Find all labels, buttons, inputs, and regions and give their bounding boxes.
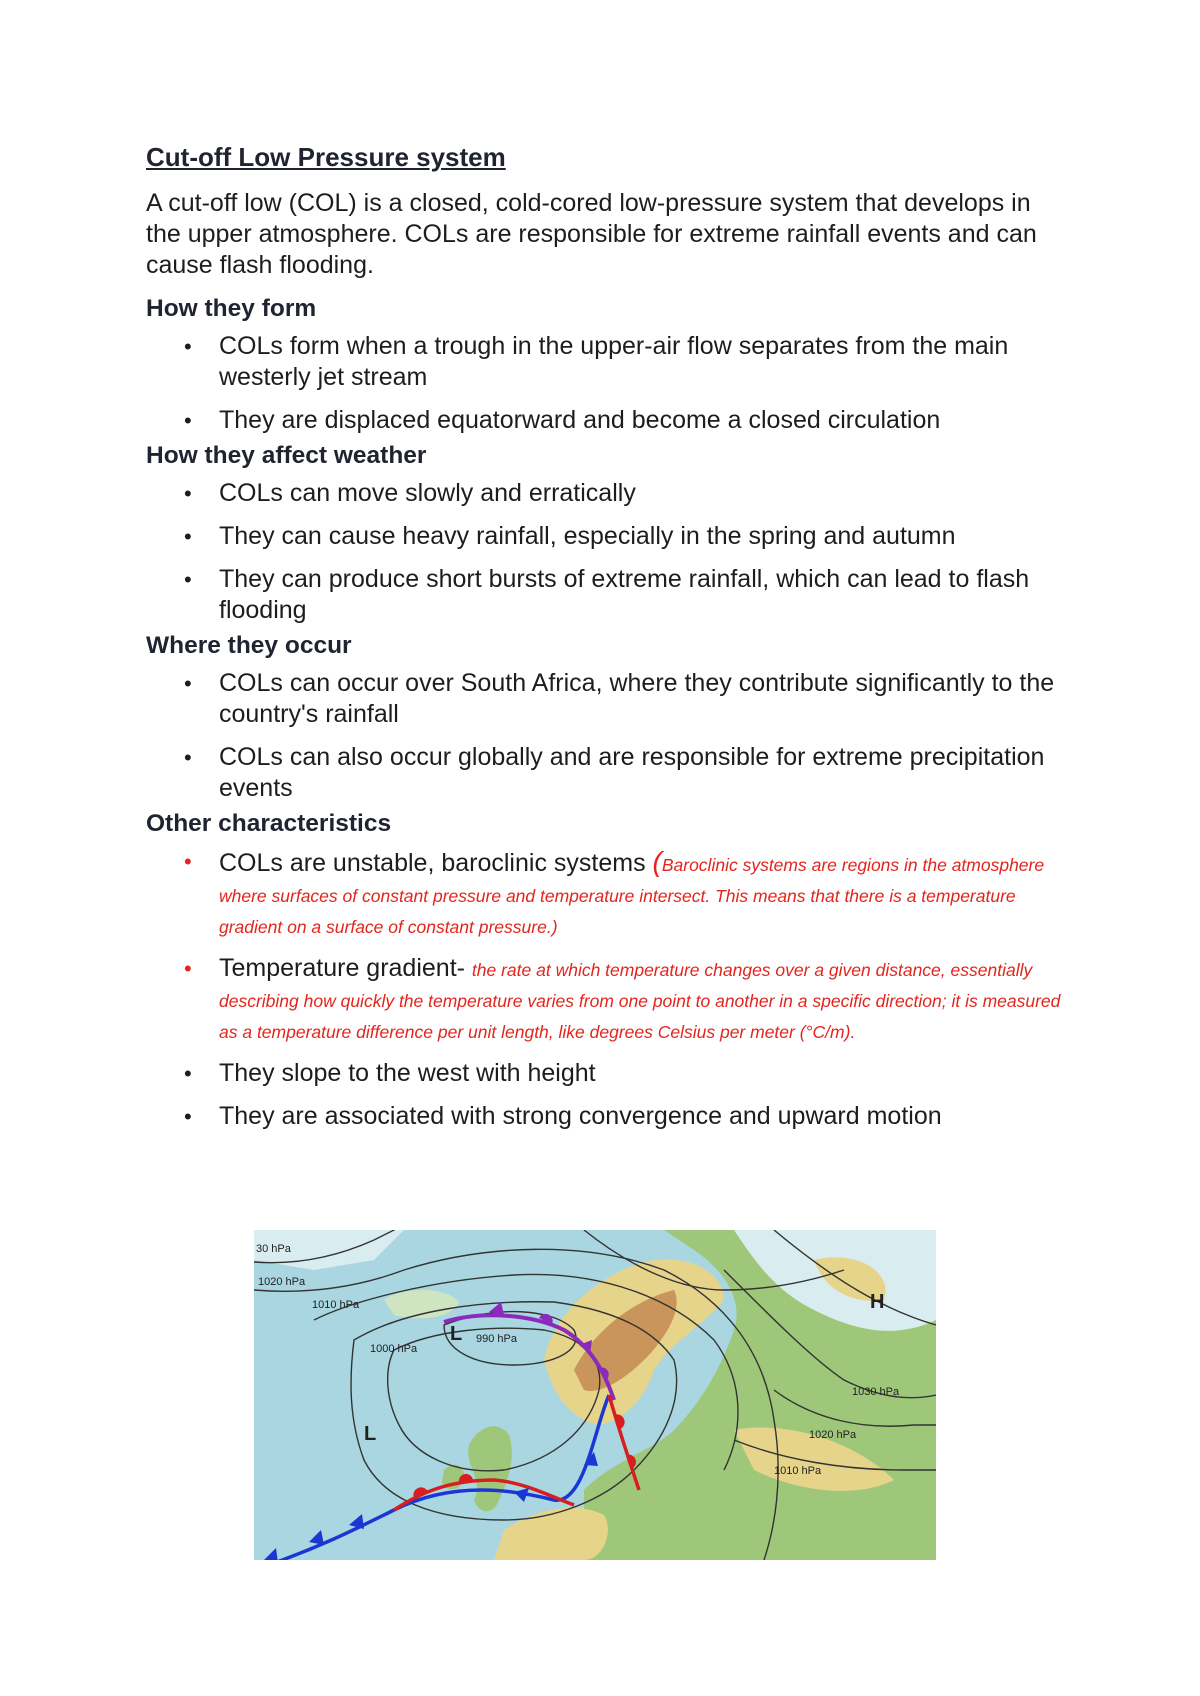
list-item: • They slope to the west with height xyxy=(184,1059,596,1087)
bullet-icon: • xyxy=(184,1104,192,1129)
bullet-icon: • xyxy=(184,334,192,359)
red-note: Baroclinic systems are regions in the atmosphere where surfaces of constant pressure and temperature intersect. This means that there is a temperature gradient on a surface of constant pressure.) xyxy=(219,855,1045,937)
bullet-icon: • xyxy=(184,745,192,770)
page-title: Cut-off Low Pressure system xyxy=(146,142,506,172)
isobar-label: 1020 hPa xyxy=(809,1429,857,1441)
high-pressure-label: H xyxy=(870,1291,885,1313)
bullet-icon: • xyxy=(184,481,192,506)
list-item: • They are associated with strong convergence and upward motion xyxy=(184,1102,942,1130)
list-item: • They can produce short bursts of extreme rainfall, which can lead to flash flooding xyxy=(184,565,1030,624)
low-pressure-label: L xyxy=(450,1323,463,1345)
intro-paragraph: A cut-off low (COL) is a closed, cold-cored low-pressure system that develops in the upper atmosphere. COLs are responsible for extreme rainfall events and can cause flash flooding. xyxy=(146,189,1037,279)
list-other xyxy=(146,846,1066,1132)
low-pressure-label: L xyxy=(364,1423,377,1445)
bullet-icon: • xyxy=(184,849,192,874)
list-item: • COLs are unstable, baroclinic systems (Baroclinic systems are regions in the atmosphere where surfaces of constant pressure and temperature intersect. This means that there is a temperature gradient on a surface of constant pressure.) xyxy=(184,846,1045,937)
isobar-label: 1010 hPa xyxy=(312,1299,360,1311)
bullet-icon: • xyxy=(184,1061,192,1086)
list-item: • COLs can also occur globally and are responsible for extreme precipitation events xyxy=(184,743,1045,802)
bullet-icon: • xyxy=(184,408,192,433)
isobar-label: 1020 hPa xyxy=(258,1276,306,1288)
isobar-label: 1000 hPa xyxy=(370,1343,418,1355)
bullet-icon: • xyxy=(184,671,192,696)
isobar-label: 1010 hPa xyxy=(774,1465,822,1477)
list-form xyxy=(146,331,1066,436)
isobar-label: 1030 hPa xyxy=(852,1386,900,1398)
list-item: • They can cause heavy rainfall, especially in the spring and autumn xyxy=(184,522,956,550)
red-note: the rate at which temperature changes over a given distance, essentially describing how quickly the temperature varies from one point to another in a specific direction; it is measured as a temperature difference per unit length, like degrees Celsius per meter (°C/m). xyxy=(219,960,1061,1042)
isobar-label: 990 hPa xyxy=(476,1333,517,1345)
section-heading-other: Other characteristics xyxy=(146,810,392,837)
isobar-label: 30 hPa xyxy=(256,1243,291,1255)
list-item: • COLs form when a trough in the upper-air flow separates from the main westerly jet stream xyxy=(184,332,1009,391)
section-heading-form: How they form xyxy=(146,295,317,322)
list-where xyxy=(146,668,1066,804)
bullet-icon: • xyxy=(184,956,192,981)
weather-map-figure xyxy=(254,1230,936,1560)
weather-map xyxy=(254,1230,936,1560)
bullet-icon: • xyxy=(184,524,192,549)
list-item: • Temperature gradient- the rate at which temperature changes over a given distance, essentially describing how quickly the temperature varies from one point to another in a specific direction; it is measured as a temperature difference per unit length, like degrees Celsius per meter (°C/m). xyxy=(184,954,1061,1042)
section-heading-weather: How they affect weather xyxy=(146,442,427,469)
bullet-icon: • xyxy=(184,567,192,592)
document-page xyxy=(146,140,1066,1144)
list-item: • They are displaced equatorward and become a closed circulation xyxy=(184,406,941,434)
list-item: • COLs can occur over South Africa, where they contribute significantly to the country's rainfall xyxy=(184,669,1055,728)
list-item: • COLs can move slowly and erratically xyxy=(184,479,636,507)
list-weather xyxy=(146,478,1066,626)
section-heading-where: Where they occur xyxy=(146,632,352,659)
